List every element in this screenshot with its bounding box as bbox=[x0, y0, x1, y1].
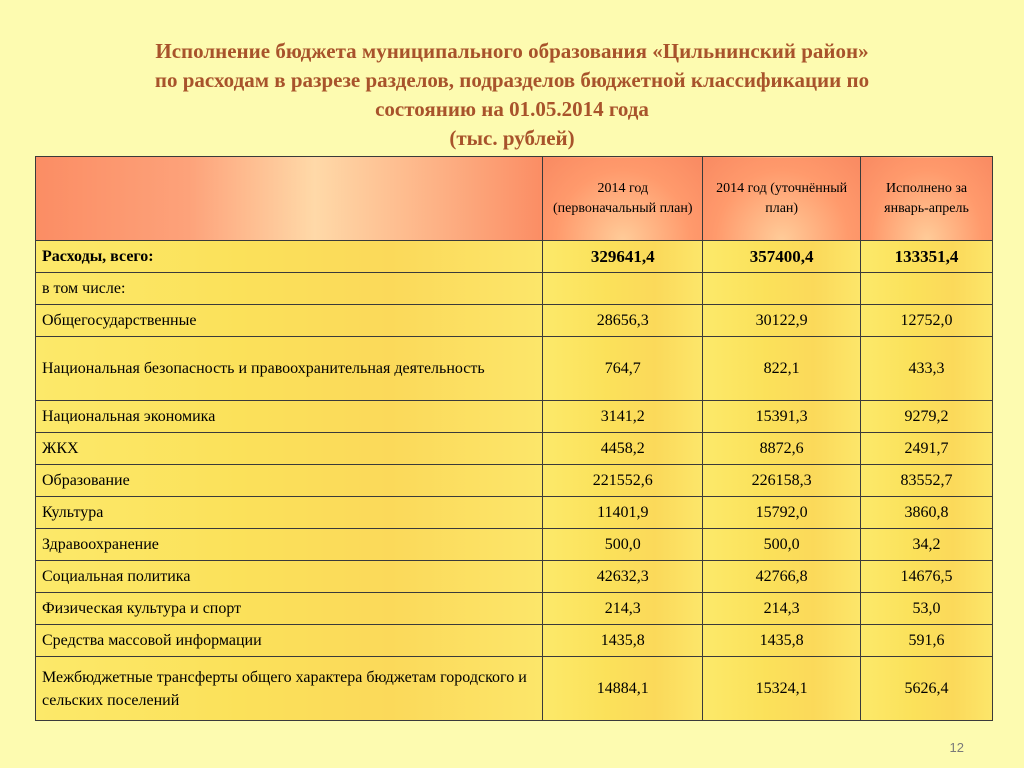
row-label: Социальная политика bbox=[36, 561, 543, 593]
table-row bbox=[36, 465, 993, 497]
cell-executed bbox=[861, 273, 993, 305]
table-row bbox=[36, 433, 993, 465]
table-row bbox=[36, 625, 993, 657]
table-row bbox=[36, 337, 993, 401]
slide-title bbox=[0, 37, 1024, 153]
cell-executed: 14676,5 bbox=[861, 561, 993, 593]
table-row bbox=[36, 305, 993, 337]
title-units: (тыс. рублей) bbox=[449, 126, 575, 150]
cell-revised bbox=[703, 273, 861, 305]
header-label-column bbox=[36, 157, 543, 241]
cell-revised: 8872,6 bbox=[703, 433, 861, 465]
row-label: Физическая культура и спорт bbox=[36, 593, 543, 625]
cell-revised: 30122,9 bbox=[703, 305, 861, 337]
cell-revised: 214,3 bbox=[703, 593, 861, 625]
cell-revised: 42766,8 bbox=[703, 561, 861, 593]
table-row bbox=[36, 657, 993, 721]
cell-plan bbox=[543, 273, 703, 305]
header-revised-plan: 2014 год (уточнённый план) bbox=[703, 157, 861, 241]
table-header-row bbox=[36, 157, 993, 241]
table-row bbox=[36, 529, 993, 561]
cell-executed: 83552,7 bbox=[861, 465, 993, 497]
table-row bbox=[36, 593, 993, 625]
table-row bbox=[36, 401, 993, 433]
table-row bbox=[36, 561, 993, 593]
cell-revised: 500,0 bbox=[703, 529, 861, 561]
budget-table bbox=[35, 156, 993, 721]
cell-revised: 15391,3 bbox=[703, 401, 861, 433]
row-label: Здравоохранение bbox=[36, 529, 543, 561]
cell-revised: 15324,1 bbox=[703, 657, 861, 721]
row-label: в том числе: bbox=[36, 273, 543, 305]
row-label: Общегосударственные bbox=[36, 305, 543, 337]
table-row bbox=[36, 497, 993, 529]
cell-executed: 433,3 bbox=[861, 337, 993, 401]
row-label: Национальная безопасность и правоохранительная деятельность bbox=[36, 337, 543, 401]
page-number: 12 bbox=[949, 740, 964, 755]
cell-executed: 133351,4 bbox=[861, 241, 993, 273]
cell-plan: 3141,2 bbox=[543, 401, 703, 433]
row-label: ЖКХ bbox=[36, 433, 543, 465]
cell-executed: 9279,2 bbox=[861, 401, 993, 433]
cell-plan: 500,0 bbox=[543, 529, 703, 561]
cell-plan: 214,3 bbox=[543, 593, 703, 625]
cell-executed: 5626,4 bbox=[861, 657, 993, 721]
cell-executed: 2491,7 bbox=[861, 433, 993, 465]
title-line-3: состоянию на 01.05.2014 года bbox=[375, 97, 649, 121]
cell-plan: 764,7 bbox=[543, 337, 703, 401]
cell-executed: 34,2 bbox=[861, 529, 993, 561]
header-initial-plan: 2014 год (первоначальный план) bbox=[543, 157, 703, 241]
cell-plan: 28656,3 bbox=[543, 305, 703, 337]
cell-plan: 11401,9 bbox=[543, 497, 703, 529]
cell-revised: 226158,3 bbox=[703, 465, 861, 497]
cell-executed: 53,0 bbox=[861, 593, 993, 625]
cell-revised: 1435,8 bbox=[703, 625, 861, 657]
cell-plan: 4458,2 bbox=[543, 433, 703, 465]
cell-executed: 591,6 bbox=[861, 625, 993, 657]
cell-plan: 329641,4 bbox=[543, 241, 703, 273]
cell-plan: 14884,1 bbox=[543, 657, 703, 721]
title-line-1: Исполнение бюджета муниципального образования «Цильнинский район» bbox=[155, 39, 869, 63]
cell-plan: 221552,6 bbox=[543, 465, 703, 497]
row-label: Национальная экономика bbox=[36, 401, 543, 433]
cell-executed: 3860,8 bbox=[861, 497, 993, 529]
table-row bbox=[36, 273, 993, 305]
cell-revised: 357400,4 bbox=[703, 241, 861, 273]
cell-plan: 1435,8 bbox=[543, 625, 703, 657]
row-label: Культура bbox=[36, 497, 543, 529]
title-line-2: по расходам в разрезе разделов, подразделов бюджетной классификации по bbox=[154, 68, 870, 92]
row-label: Образование bbox=[36, 465, 543, 497]
row-label: Расходы, всего: bbox=[36, 241, 543, 273]
table-row-total bbox=[36, 241, 993, 273]
header-executed: Исполнено за январь-апрель bbox=[861, 157, 993, 241]
row-label: Межбюджетные трансферты общего характера бюджетам городского и сельских поселений bbox=[36, 657, 543, 721]
row-label: Средства массовой информации bbox=[36, 625, 543, 657]
cell-revised: 15792,0 bbox=[703, 497, 861, 529]
cell-executed: 12752,0 bbox=[861, 305, 993, 337]
cell-revised: 822,1 bbox=[703, 337, 861, 401]
cell-plan: 42632,3 bbox=[543, 561, 703, 593]
